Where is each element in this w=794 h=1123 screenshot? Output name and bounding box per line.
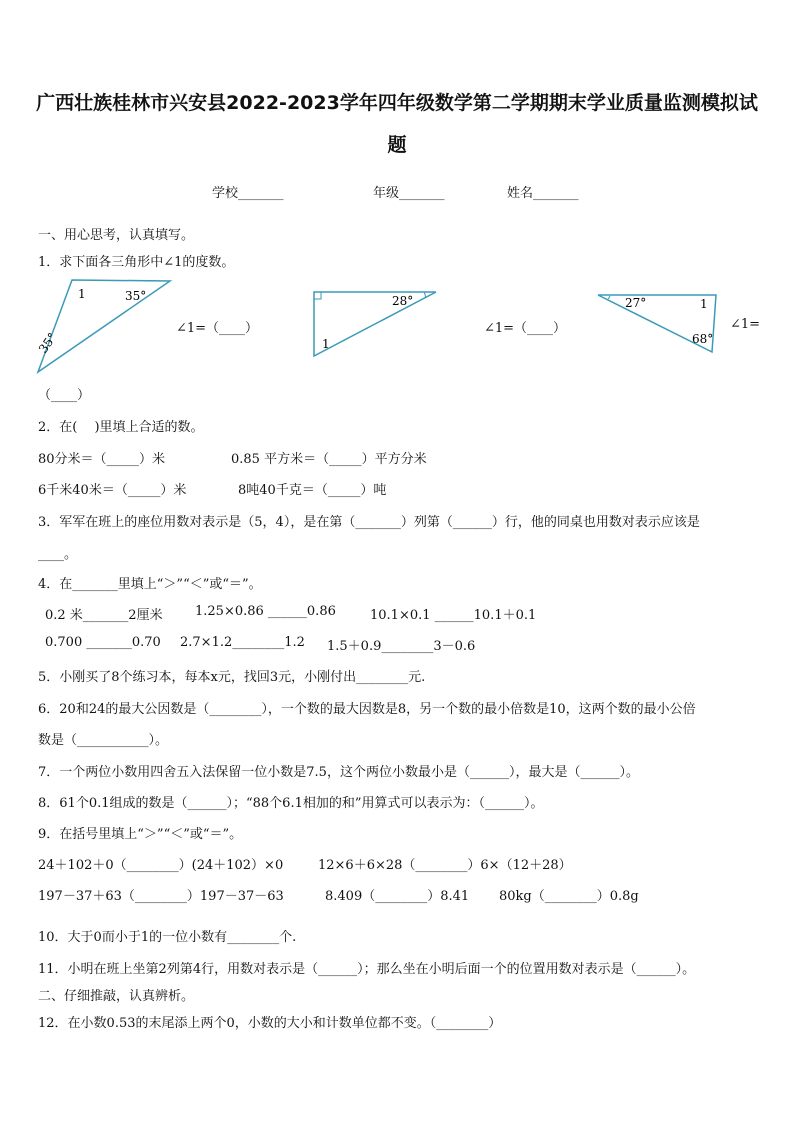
q4-item-a[interactable]: 0.2 米_______2厘米 (45, 608, 163, 623)
q9-item-c[interactable]: 197－37＋63（________）197－37－63 (38, 889, 284, 904)
q4-item-d[interactable]: 0.700 _______0.70 (45, 635, 161, 650)
triangle-1-angle-top: 35° (125, 289, 147, 303)
q4-item-c[interactable]: 10.1×0.1 ______10.1＋0.1 (370, 608, 537, 623)
triangle-3-angle-bottom: 68° (692, 332, 714, 346)
question-10[interactable]: 10．大于0而小于1的一位小数有________个. (38, 930, 297, 945)
triangle-1-figure (30, 272, 180, 377)
q2-item-c[interactable]: 6千米40米＝（_____）米 (38, 483, 187, 498)
q9-item-a[interactable]: 24＋102＋0（________）(24＋102）×0 (38, 858, 284, 873)
q4-item-f[interactable]: 1.5＋0.9________3－0.6 (327, 639, 476, 654)
question-5[interactable]: 5．小刚买了8个练习本，每本x元，找回3元，小刚付出________元. (38, 670, 426, 685)
triangle-3-label: 1 (700, 297, 708, 311)
q9-item-d[interactable]: 8.409（________）8.41 (325, 889, 470, 904)
question-12[interactable]: 12．在小数0.53的末尾添上两个0，小数的大小和计数单位都不变。（________） (38, 1016, 502, 1031)
triangle-3-angle-left: 27° (625, 296, 647, 310)
triangle-1-shape (35, 280, 170, 372)
question-3: 3．军军在班上的座位用数对表示是（5，4），是在第（_______）列第（______）行，他的同桌也用数对表示应该是 (38, 515, 700, 530)
triangle-3-arc (608, 296, 610, 299)
triangle-2-shape (314, 292, 436, 356)
question-6-cont[interactable]: 数是（___________）。 (38, 733, 169, 748)
answer-2[interactable]: ∠1=（____） (484, 321, 567, 336)
question-11[interactable]: 11．小明在班上坐第2列第4行，用数对表示是（______）；那么坐在小明后面一个的位置用数对表示是（______）。 (38, 962, 696, 977)
page-title-cont: 题 (387, 134, 407, 156)
triangle-2-label: 1 (322, 337, 330, 351)
triangle-3-figure (594, 288, 726, 358)
name-field[interactable]: 姓名_______ (507, 186, 579, 201)
q2-item-d[interactable]: 8吨40千克＝（_____）吨 (238, 483, 387, 498)
question-6[interactable]: 6．20和24的最大公因数是（________），一个数的最大因数是8，另一个数的最小倍数是10，这两个数的最小公倍 (38, 702, 696, 717)
school-field[interactable]: 学校_______ (212, 186, 284, 201)
page-title: 广西壮族桂林市兴安县2022-2023学年四年级数学第二学期期末学业质量监测模拟试 (36, 92, 758, 114)
triangle-2-angle: 28° (392, 294, 414, 308)
question-8[interactable]: 8．61个0.1组成的数是（______）；“88个6.1相加的和”用算式可以表示为：（______）。 (38, 796, 544, 811)
q4-item-e[interactable]: 2.7×1.2________1.2 (180, 635, 305, 650)
q9-item-e[interactable]: 80kg（________）0.8g (499, 889, 639, 904)
question-1: 1．求下面各三角形中∠1的度数。 (38, 255, 235, 270)
question-2: 2．在( )里填上合适的数。 (38, 420, 204, 435)
answer-1[interactable]: ∠1=（____） (176, 321, 259, 336)
question-9: 9．在括号里填上“＞”“＜”或“＝”。 (38, 827, 243, 842)
section-heading-1: 一、用心思考，认真填写。 (38, 228, 195, 243)
q9-item-b[interactable]: 12×6＋6×28（________）6×（12＋28） (318, 858, 572, 873)
q2-item-b[interactable]: 0.85 平方米＝（_____）平方分米 (231, 452, 427, 467)
question-4: 4．在_______里填上“＞”“＜”或“＝”。 (38, 577, 262, 592)
triangle-2-figure (308, 286, 444, 362)
question-3-cont[interactable]: ____。 (38, 547, 78, 562)
section-heading-2: 二、仔细推敲，认真辨析。 (38, 989, 195, 1004)
triangle-1-label: 1 (78, 287, 86, 301)
grade-field[interactable]: 年级_______ (373, 186, 445, 201)
triangle-1-angle-left: 35° (35, 330, 60, 356)
q2-item-a[interactable]: 80分米＝（_____）米 (38, 452, 166, 467)
question-7[interactable]: 7．一个两位小数用四舍五入法保留一位小数是7.5，这个两位小数最小是（______），最大是（______）。 (38, 765, 639, 780)
right-angle-mark (314, 292, 321, 299)
answer-3-cont[interactable]: （____） (38, 388, 91, 403)
answer-3[interactable]: ∠1= (730, 317, 761, 332)
q4-item-b[interactable]: 1.25×0.86 ______0.86 (195, 604, 336, 619)
